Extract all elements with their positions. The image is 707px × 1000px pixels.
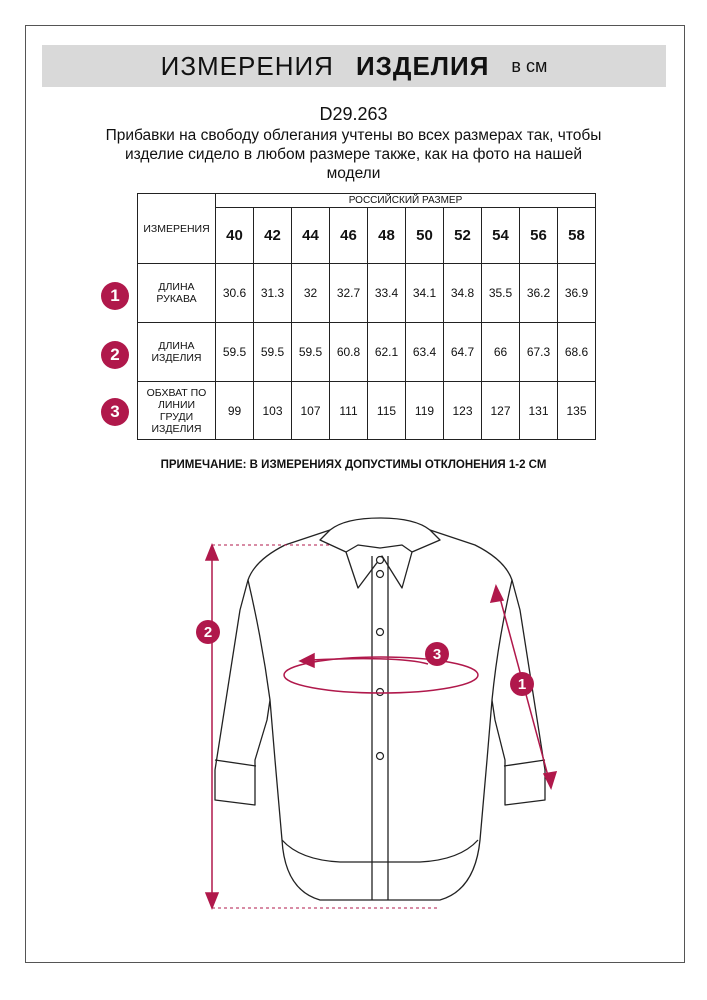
size-cell: 56 <box>520 208 558 264</box>
value-cell: 111 <box>330 382 368 440</box>
russian-size-header: РОССИЙСКИЙ РАЗМЕР <box>216 194 596 208</box>
value-cell: 35.5 <box>482 264 520 323</box>
diagram-marker-3: 3 <box>425 642 449 666</box>
buttons <box>377 557 384 760</box>
value-cell: 59.5 <box>216 323 254 382</box>
collar-stand <box>346 545 412 552</box>
value-cell: 34.1 <box>406 264 444 323</box>
value-cell: 67.3 <box>520 323 558 382</box>
button <box>377 629 384 636</box>
sleeve-arrow-top <box>491 586 503 602</box>
value-cell: 34.8 <box>444 264 482 323</box>
length-arrow-top <box>206 545 218 560</box>
title-bar <box>42 45 666 87</box>
measure-length <box>206 545 440 908</box>
size-cell: 40 <box>216 208 254 264</box>
sleeve-arrow-bottom <box>544 772 556 788</box>
value-cell: 119 <box>406 382 444 440</box>
button <box>377 753 384 760</box>
value-cell: 64.7 <box>444 323 482 382</box>
row-marker-3: 3 <box>101 398 129 426</box>
size-cell: 58 <box>558 208 596 264</box>
value-cell: 32 <box>292 264 330 323</box>
row-label: ДЛИНА РУКАВА <box>138 264 216 323</box>
value-cell: 36.9 <box>558 264 596 323</box>
row-label: ОБХВАТ ПО ЛИНИИ ГРУДИ ИЗДЕЛИЯ <box>138 382 216 440</box>
button <box>377 689 384 696</box>
value-cell: 66 <box>482 323 520 382</box>
size-cell: 46 <box>330 208 368 264</box>
title-bold: ИЗДЕЛИЯ <box>355 50 490 81</box>
value-cell: 31.3 <box>254 264 292 323</box>
row-label: ДЛИНА ИЗДЕЛИЯ <box>138 323 216 382</box>
value-cell: 60.8 <box>330 323 368 382</box>
measurements-header: ИЗМЕРЕНИЯ <box>138 194 216 264</box>
value-cell: 36.2 <box>520 264 558 323</box>
value-cell: 62.1 <box>368 323 406 382</box>
size-cell: 54 <box>482 208 520 264</box>
size-cell: 42 <box>254 208 292 264</box>
diagram-marker-1: 1 <box>510 672 534 696</box>
deviation-note: ПРИМЕЧАНИЕ: В ИЗМЕРЕНИЯХ ДОПУСТИМЫ ОТКЛОНЕНИЯ 1-2 СМ <box>160 459 547 471</box>
diagram-marker-2: 2 <box>196 620 220 644</box>
value-cell: 30.6 <box>216 264 254 323</box>
button <box>377 571 384 578</box>
measure-chest <box>284 654 478 693</box>
left-cuff <box>215 760 256 766</box>
value-cell: 63.4 <box>406 323 444 382</box>
size-cell: 50 <box>406 208 444 264</box>
shirt-diagram <box>0 510 707 920</box>
value-cell: 107 <box>292 382 330 440</box>
value-cell: 127 <box>482 382 520 440</box>
row-marker-2: 2 <box>101 341 129 369</box>
button <box>377 557 384 564</box>
value-cell: 131 <box>520 382 558 440</box>
value-cell: 115 <box>368 382 406 440</box>
page-title <box>42 45 666 87</box>
value-cell: 68.6 <box>558 323 596 382</box>
table-row <box>138 323 596 382</box>
title-light: ИЗМЕРЕНИЯ <box>160 50 334 81</box>
article-code: D29.263 <box>319 104 388 124</box>
size-cell: 52 <box>444 208 482 264</box>
size-table <box>137 193 596 440</box>
row-marker-1: 1 <box>101 282 129 310</box>
right-cuff <box>504 760 545 766</box>
value-cell: 135 <box>558 382 596 440</box>
title-unit: в см <box>511 55 548 76</box>
fit-description: Прибавки на свободу облегания учтены во всех размерах так, чтобы изделие сидело в любом размере также, как на фото на нашей модели <box>105 127 602 182</box>
table-row <box>138 264 596 323</box>
value-cell: 59.5 <box>292 323 330 382</box>
size-cell: 48 <box>368 208 406 264</box>
value-cell: 33.4 <box>368 264 406 323</box>
table-row <box>138 382 596 440</box>
value-cell: 32.7 <box>330 264 368 323</box>
chest-arrow-line <box>310 659 428 664</box>
front-hem <box>282 840 478 862</box>
length-arrow-bottom <box>206 893 218 908</box>
value-cell: 99 <box>216 382 254 440</box>
value-cell: 123 <box>444 382 482 440</box>
value-cell: 59.5 <box>254 323 292 382</box>
left-armhole <box>248 580 270 700</box>
size-cell: 44 <box>292 208 330 264</box>
value-cell: 103 <box>254 382 292 440</box>
